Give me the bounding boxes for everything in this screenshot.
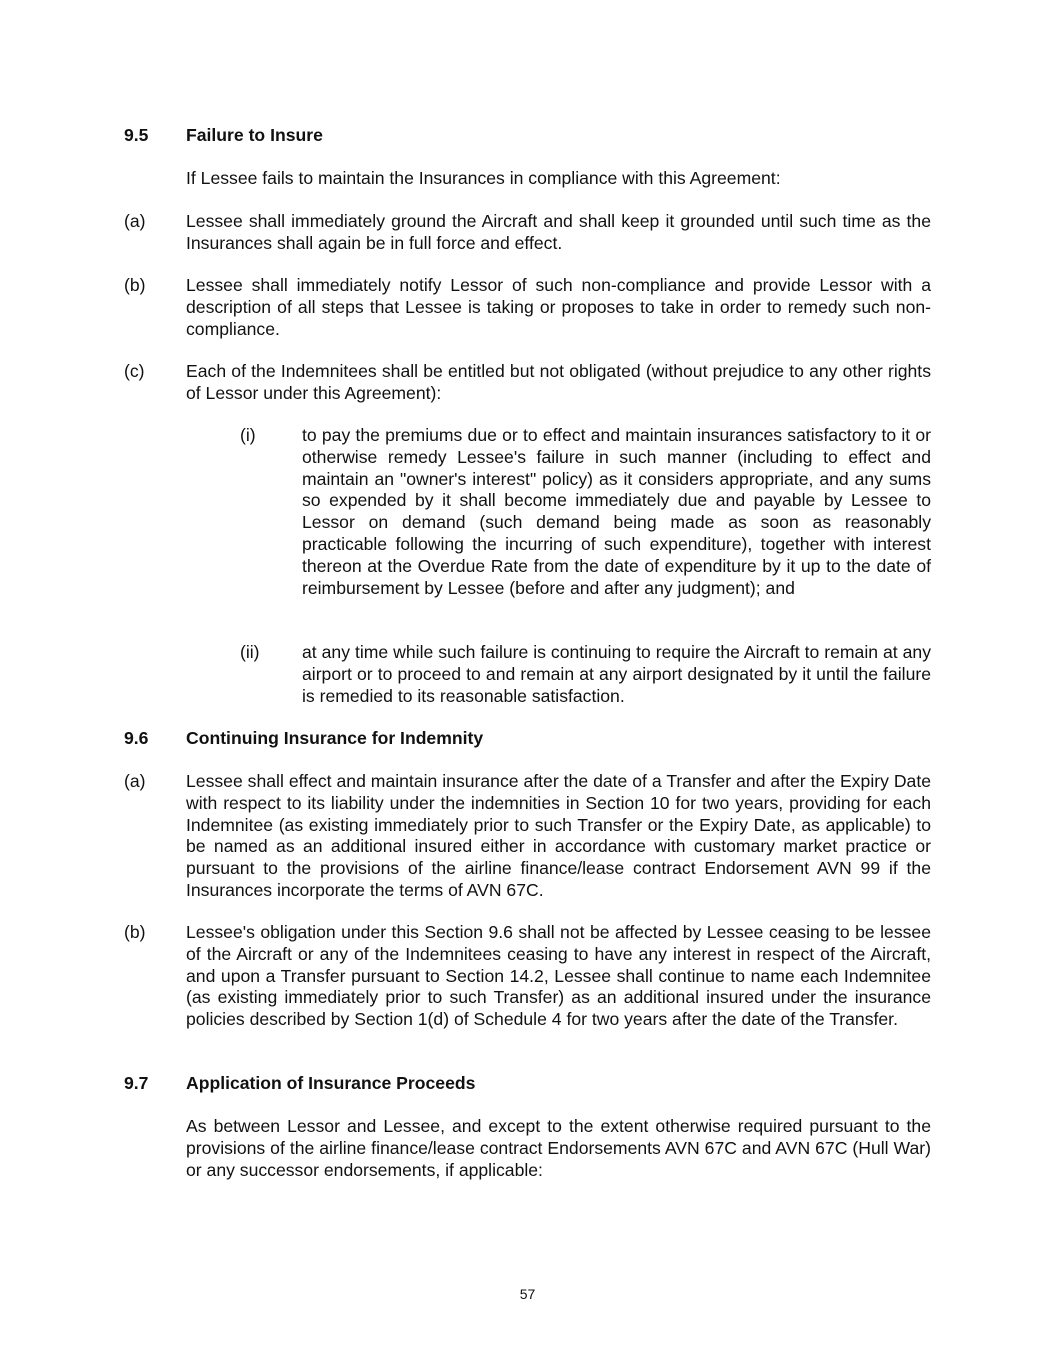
section-heading-9-5 <box>124 125 931 147</box>
section-heading-9-7 <box>124 1073 931 1095</box>
subclause-text: to pay the premiums due or to effect and maintain insurances satisfactory to it or otherwise remedy Lessee's failure in such manner (including to effect and maintain an "owner's interest" policy) as it considers appropriate, and any sums so expended by it shall become immediately due and payable by Lessee to Lessor on demand (such demand being made as soon as reasonably practicable following the incurring of such expenditure), together with interest thereon at the Overdue Rate from the date of expenditure by it up to the date of reimbursement by Lessee (before and after any judgment); and <box>302 425 931 598</box>
subclause-text: at any time while such failure is continuing to require the Aircraft to remain at any airport or to proceed to and remain at any airport designated by it until the failure is remedied to its reasonable satisfaction. <box>302 642 931 706</box>
section-title: Application of Insurance Proceeds <box>186 1073 476 1093</box>
clause-text: Lessee shall immediately ground the Aircraft and shall keep it grounded until such time as the Insurances shall again be in full force and effect. <box>186 211 931 253</box>
clause-label: (b) <box>124 275 146 295</box>
paragraph-text: If Lessee fails to maintain the Insurances in compliance with this Agreement: <box>186 168 781 188</box>
clause-label: (a) <box>124 211 146 231</box>
clause-text: Lessee shall immediately notify Lessor of such non-compliance and provide Lessor with a description of all steps that Lessee is taking or proposes to take in order to remedy such non-compliance. <box>186 275 931 339</box>
subclause-label: (ii) <box>240 642 260 662</box>
clause-9-5-c <box>124 361 931 405</box>
subclause-9-5-c-i <box>240 425 931 599</box>
clause-label: (c) <box>124 361 145 381</box>
clause-9-6-b <box>124 922 931 1031</box>
section-number: 9.7 <box>124 1073 149 1093</box>
section-number: 9.5 <box>124 125 149 145</box>
clause-9-5-b <box>124 275 931 340</box>
subclause-9-5-c-ii <box>240 642 931 707</box>
page-number: 57 <box>519 1286 536 1302</box>
subclause-label: (i) <box>240 425 256 445</box>
clause-text: Each of the Indemnitees shall be entitled but not obligated (without prejudice to any other rights of Lessor under this Agreement): <box>186 361 931 403</box>
clause-text: Lessee's obligation under this Section 9.6 shall not be affected by Lessee ceasing to be lessee of the Aircraft or any of the Indemnitees ceasing to have any interest in respect of the Aircraft, and upon a Transfer pursuant to Section 14.2, Lessee shall continue to name each Indemnitee (as existing immediately prior to such Transfer) as an additional insured under the insurance policies described by Section 1(d) of Schedule 4 for two years after the date of the Transfer. <box>186 922 931 1030</box>
section-title: Failure to Insure <box>186 125 323 145</box>
clause-text: Lessee shall effect and maintain insurance after the date of a Transfer and after the Expiry Date with respect to its liability under the indemnities in Section 10 for two years, providing for each Indemnitee (as existing immediately prior to such Transfer or the Expiry Date, as applicable) to be named as an additional insured either in accordance with customary market practice or pursuant to the provisions of the airline finance/lease contract Endorsement AVN 99 if the Insurances incorporate the terms of AVN 67C. <box>186 771 931 900</box>
clause-9-5-a <box>124 211 931 255</box>
section-title: Continuing Insurance for Indemnity <box>186 728 484 748</box>
clause-label: (a) <box>124 771 146 791</box>
section-number: 9.6 <box>124 728 149 748</box>
section-intro-9-5 <box>124 168 931 190</box>
clause-9-6-a <box>124 771 931 902</box>
clause-label: (b) <box>124 922 146 942</box>
section-heading-9-6 <box>124 728 931 750</box>
paragraph-text: As between Lessor and Lessee, and except to the extent otherwise required pursuant to the provisions of the airline finance/lease contract Endorsements AVN 67C and AVN 67C (Hull War) or any successor endorsements, if applicable: <box>186 1116 931 1180</box>
section-intro-9-7 <box>124 1116 931 1181</box>
